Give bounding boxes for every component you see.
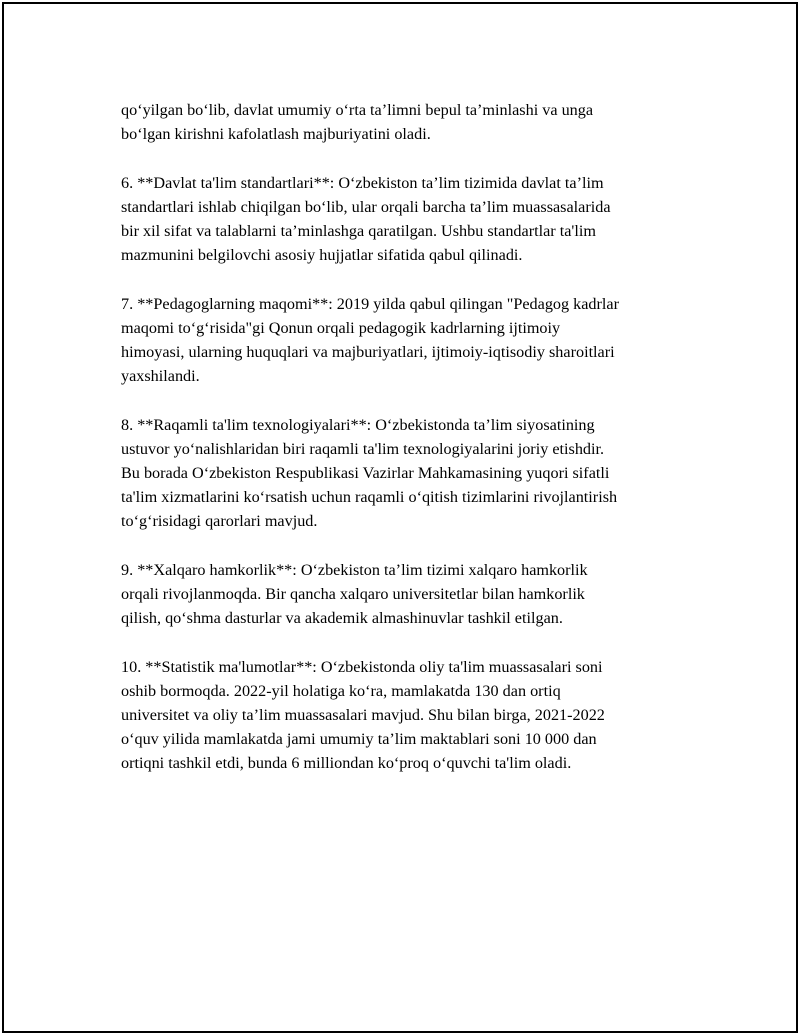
document-page bbox=[2, 2, 798, 1033]
document-body bbox=[121, 98, 701, 800]
paragraph-continuation: qo‘yilgan bo‘lib, davlat umumiy o‘rta ta’limni bepul ta’minlashi va unga bo‘lgan kirishni kafolatlash majburiyatini oladi. bbox=[121, 101, 594, 144]
paragraph-item-9-international-cooperation: 9. **Xalqaro hamkorlik**: O‘zbekiston ta’lim tizimi xalqaro hamkorlik orqali rivojlanmoqda. Bir qancha xalqaro universitetlar bilan hamkorlik qilish, qo‘shma dasturlar va akademik almashinuvlar tashkil etilgan. bbox=[121, 560, 588, 628]
paragraph-item-6-state-standards: 6. **Davlat ta'lim standartlari**: O‘zbekiston ta’lim tizimida davlat ta’lim standartlari ishlab chiqilgan bo‘lib, ular orqali barcha ta’lim muassasalarida bir xil sifat va talablarni ta’minlashga qaratilgan. Ushbu standartlar ta'lim mazmunini belgilovchi asosiy hujjatlar sifatida qabul qilinadi. bbox=[121, 173, 611, 265]
paragraph-item-8-digital-education: 8. **Raqamli ta'lim texnologiyalari**: O‘zbekistonda ta’lim siyosatining ustuvor yo‘nalishlaridan biri raqamli ta'lim texnologiyalarini joriy etishdir. Bu borada O‘zbekiston Respublikasi Vazirlar Mahkamasining yuqori sifatli ta'lim xizmatlarini ko‘rsatish uchun raqamli o‘qitish tizimlarini rivojlantirish to‘g‘risidagi qarorlari mavjud. bbox=[121, 415, 618, 531]
paragraph-item-7-teacher-status: 7. **Pedagoglarning maqomi**: 2019 yilda qabul qilingan "Pedagog kadrlar maqomi to‘g‘risida"gi Qonun orqali pedagogik kadrlarning ijtimoiy himoyasi, ularning huquqlari va majburiyatlari, ijtimoiy-iqtisodiy sharoitlari yaxshilandi. bbox=[121, 294, 619, 386]
paragraph-item-10-statistics: 10. **Statistik ma'lumotlar**: O‘zbekistonda oliy ta'lim muassasalari soni oshib bormoqda. 2022-yil holatiga ko‘ra, mamlakatda 130 dan ortiq universitet va oliy ta’lim muassasalari mavjud. Shu bilan birga, 2021-2022 o‘quv yilida mamlakatda jami umumiy ta’lim maktablari soni 10 000 dan ortiqni tashkil etdi, bunda 6 milliondan ko‘proq o‘quvchi ta'lim oladi. bbox=[121, 657, 605, 773]
